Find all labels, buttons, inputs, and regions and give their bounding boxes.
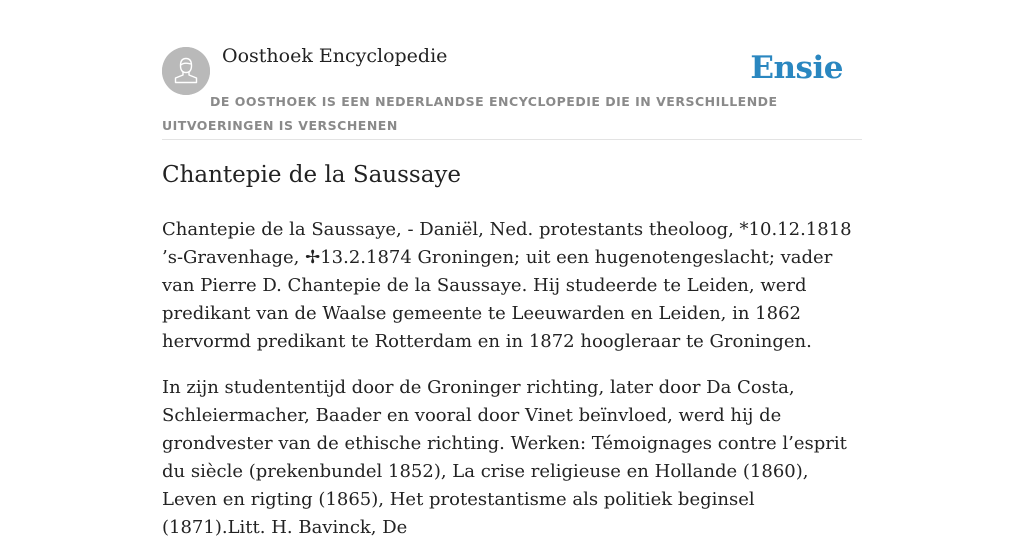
- site-name-link[interactable]: Oosthoek Encyclopedie: [222, 45, 448, 67]
- user-avatar-icon[interactable]: [162, 47, 210, 95]
- brand-logo-link[interactable]: Ensie: [750, 50, 843, 86]
- article-paragraph: Chantepie de la Saussaye, - Daniël, Ned. protestants theoloog, *10.12.1818 ’s-Gravenhage, ✢13.2.1874 Groningen; uit een hugenotengeslacht; vader van Pierre D. Chantepie de la Saussaye. Hij studeerde te Leiden, werd predikant van de Waalse gemeente te Leeuwarden en Leiden, in 1862 hervormd predikant te Rotterdam en in 1872 hoogleraar te Groningen.: [162, 219, 852, 352]
- article-paragraph: In zijn studententijd door de Groninger richting, later door Da Costa, Schleiermacher, Baader en vooral door Vinet beïnvloed, werd hij de grondvester van de ethische richting. Werken: Témoignages contre l’esprit du siècle (prekenbundel 1852), La crise religieuse en Hollande (1860), Leven en rigting (1865), Het protestantisme als politiek beginsel (1871).Litt. H. Bavinck, De: [162, 377, 847, 538]
- site-header: [162, 0, 862, 140]
- article-title: Chantepie de la Saussaye: [162, 162, 462, 188]
- article-body: [162, 216, 862, 560]
- site-tagline: DE OOSTHOEK IS EEN NEDERLANDSE ENCYCLOPEDIE DIE IN VERSCHILLENDE UITVOERINGEN IS VERSCHENEN: [162, 94, 778, 133]
- content-container: [162, 0, 862, 538]
